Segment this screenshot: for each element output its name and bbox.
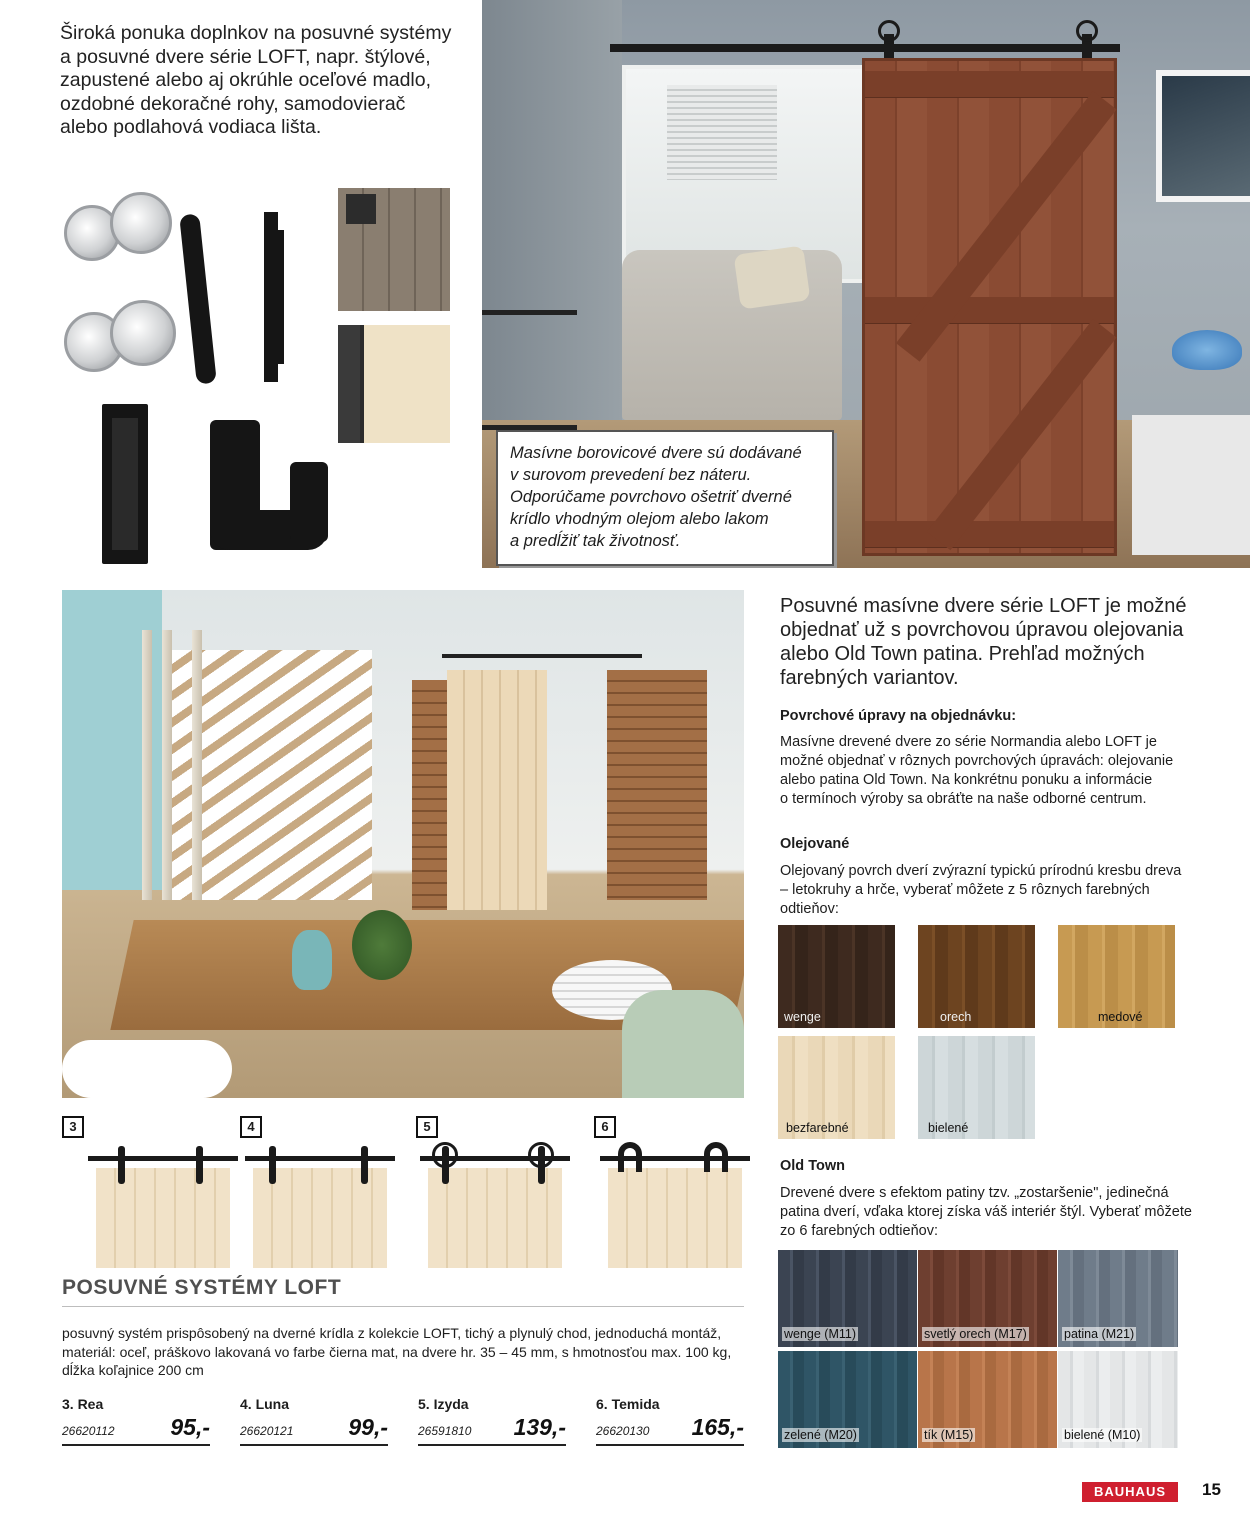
product-price: 165,-: [691, 1414, 744, 1440]
swatch-bielene: bielené: [918, 1036, 1035, 1139]
system-izyda-image: [420, 1140, 570, 1272]
surface-title: Povrchové úpravy na objednávku:: [780, 708, 1017, 724]
intro-line: a posuvné dvere série LOFT, napr. štýlové,: [60, 45, 431, 68]
product-name: 4. Luna: [240, 1396, 290, 1412]
systems-divider: [62, 1306, 744, 1307]
systems-description: posuvný systém prispôsobený na dverné krídla z kolekcie LOFT, tichý a plynulý chod, jednoduchá montáž, materiál: oceľ, práškovo lakovaná vo farbe čierna mat, na dvere hr. 35 – 45 mm, s hmotnosťou max. 100 kg, dĺžka koľajnice 200 cm: [62, 1325, 732, 1378]
oldtown-title: Old Town: [780, 1158, 845, 1174]
product-price-rule: [240, 1444, 388, 1446]
product-code: 26620121: [240, 1424, 294, 1438]
intro-line: zapustené alebo aj okrúhle oceľové madlo,: [60, 69, 432, 91]
system-luna-image: [245, 1140, 395, 1272]
product-name: 6. Temida: [596, 1396, 660, 1412]
swatch-bezfarebne: bezfarebné: [778, 1036, 895, 1139]
flush-handle-recess: [112, 418, 138, 550]
sliding-door: [862, 58, 1117, 556]
product-price-rule: [596, 1444, 744, 1446]
product-code: 26591810: [418, 1424, 472, 1438]
swatch-orech: orech: [918, 925, 1035, 1028]
bauhaus-logo: BAUHAUS: [1082, 1482, 1178, 1502]
bar-handle-image: [179, 213, 217, 384]
swatch-bielene-m10: bielené (M10): [1058, 1351, 1178, 1448]
product-name: 5. Izyda: [418, 1396, 469, 1412]
swatch-svetly-orech-m17: svetlý orech (M17): [918, 1250, 1057, 1347]
surface-text: Masívne drevené dvere zo série Normandia alebo LOFT je možné objednať v rôznych povrchových úpravách: olejovanie alebo patina Old Town. Na konkrétnu ponuku a informácie o termínoch výroby sa obráťte na naše odborné centrum.: [780, 734, 1174, 807]
system-rea-image: [88, 1140, 238, 1272]
product-price: 139,-: [513, 1414, 566, 1440]
photo-caption: Masívne borovicové dvere sú dodávané v surovom prevedení bez náteru. Odporúčame povrchovo ošetriť dverné krídlo vhodným olejom alebo lakom a predĺžiť tak životnosť.: [496, 430, 834, 566]
system-number-3: 3: [62, 1116, 84, 1138]
product-code: 26620112: [62, 1424, 115, 1438]
round-handle-image: [110, 192, 172, 254]
product-name: 3. Rea: [62, 1396, 104, 1412]
intro-line: ozdobné dekoračné rohy, samodovierač: [60, 92, 406, 115]
systems-title: POSUVNÉ SYSTÉMY LOFT: [62, 1276, 342, 1299]
oiled-title: Olejované: [780, 836, 850, 852]
product-price-rule: [418, 1444, 566, 1446]
product-code: 26620130: [596, 1424, 650, 1438]
variants-heading: Posuvné masívne dvere série LOFT je možné objednať už s povrchovou úpravou olejovania alebo Old Town patina. Prehľad možných farebných variantov.: [780, 595, 1187, 689]
swatch-patina-m21: patina (M21): [1058, 1250, 1178, 1347]
system-number-5: 5: [416, 1116, 438, 1138]
living-room-photo: [62, 590, 744, 1098]
system-number-6: 6: [594, 1116, 616, 1138]
door-stop-image: [290, 462, 328, 542]
swatch-wenge-m11: wenge (M11): [778, 1250, 917, 1347]
decorative-corner-image: [338, 188, 450, 311]
decorative-corner-image: [338, 325, 450, 443]
page-number: 15: [1202, 1480, 1221, 1499]
pull-handle-image: [276, 230, 284, 364]
intro-line: Široká ponuka doplnkov na posuvné systémy: [60, 22, 452, 44]
system-temida-image: [600, 1140, 750, 1272]
oiled-text: Olejovaný povrch dverí zvýrazní typickú prírodnú kresbu dreva – letokruhy a hrče, vyberať môžete z 5 rôznych farebných odtieňov:: [780, 863, 1182, 917]
swatch-tik-m15: tík (M15): [918, 1351, 1057, 1448]
product-price: 95,-: [170, 1414, 210, 1440]
intro-text: [60, 22, 460, 140]
swatch-medove: medové: [1058, 925, 1175, 1028]
product-price: 99,-: [348, 1414, 388, 1440]
hero-photo: [482, 0, 1250, 568]
oldtown-text: Drevené dvere s efektom patiny tzv. „zostaršenie", jedinečná patina dverí, vďaka ktorej získa váš interiér štýl. Vyberať môžete zo 6 farebných odtieňov:: [780, 1185, 1192, 1239]
product-price-rule: [62, 1444, 210, 1446]
swatch-wenge: wenge: [778, 925, 895, 1028]
round-handle-image: [110, 300, 176, 366]
swatch-zelene-m20: zelené (M20): [778, 1351, 917, 1448]
system-number-4: 4: [240, 1116, 262, 1138]
intro-line: alebo podlahová vodiaca lišta.: [60, 116, 322, 138]
